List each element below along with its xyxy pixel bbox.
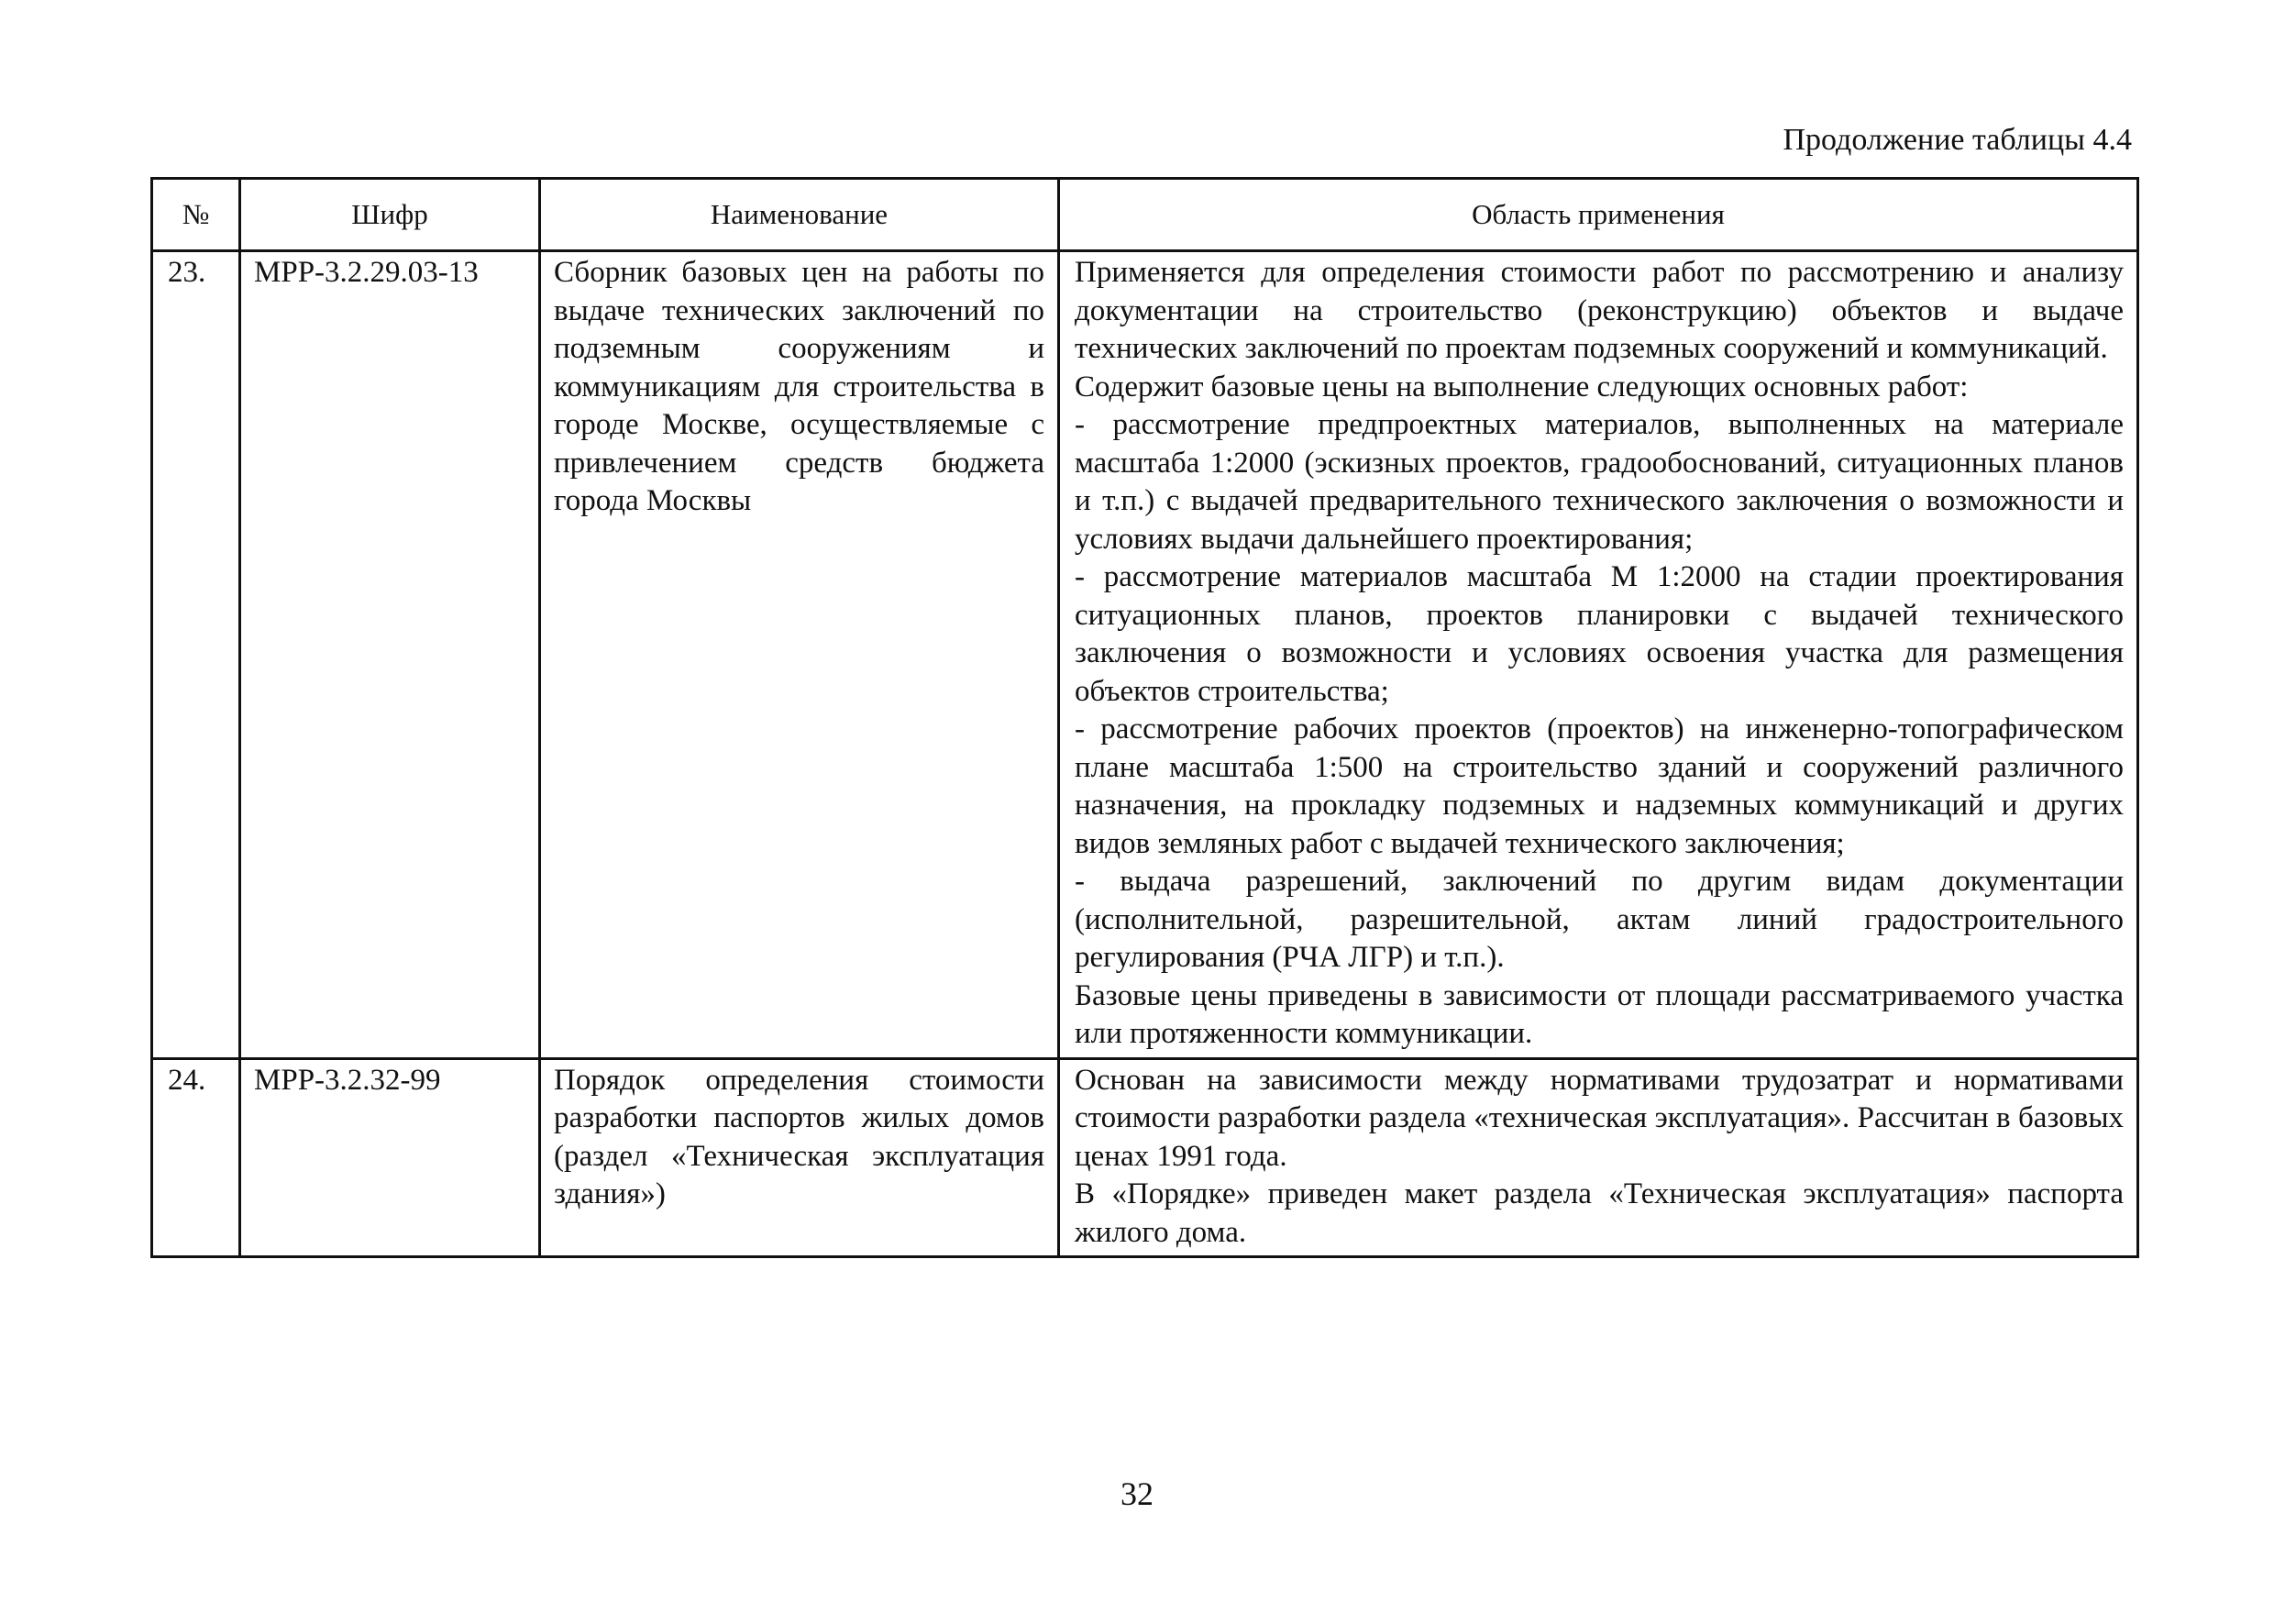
row-code: МРР-3.2.29.03-13 xyxy=(240,251,540,1059)
scope-paragraph: - рассмотрение рабочих проектов (проектов) на инженерно-топографическом плане масштаба 1:500 на строительство зданий и сооружений различного назначения, на прокладку подземных и надземных коммуникаций и других видов земляных работ с выдачей технического заключения; xyxy=(1075,713,2124,860)
row-name: Сборник базовых цен на работы по выдаче технических заключений по подземным сооружениям и коммуникациям для строительства в городе Москве, осуществляемые с привлечением средств бюджета города Москвы xyxy=(540,251,1059,1059)
header-code: Шифр xyxy=(240,179,540,251)
header-scope: Область применения xyxy=(1059,179,2138,251)
row-num: 24. xyxy=(152,1058,240,1257)
header-num: № xyxy=(152,179,240,251)
row-code: МРР-3.2.32-99 xyxy=(240,1058,540,1257)
scope-paragraph: Основан на зависимости между нормативами трудозатрат и нормативами стоимости разработки раздела «техническая эксплуатация». Рассчитан в базовых ценах 1991 года. xyxy=(1075,1063,2124,1173)
scope-paragraph: - рассмотрение материалов масштаба М 1:2000 на стадии проектирования ситуационных планов, проектов планировки с выдачей технического заключения о возможности и условиях освоения участка для размещения объектов строительства; xyxy=(1075,560,2124,708)
scope-paragraph: - рассмотрение предпроектных материалов, выполненных на материале масштаба 1:2000 (эскизных проектов, градообоснований, ситуационных планов и т.п.) с выдачей предварительного технического заключения о возможности и условиях выдачи дальнейшего проектирования; xyxy=(1075,408,2124,556)
scope-paragraph: Применяется для определения стоимости работ по рассмотрению и анализу документации на строительство (реконструкцию) объектов и выдаче технических заключений по проектам подземных сооружений и коммуникаций. xyxy=(1075,256,2124,365)
table-row xyxy=(152,251,2138,1059)
page-number: 32 xyxy=(1120,1475,1154,1512)
row-scope xyxy=(1059,1058,2138,1257)
table-caption: Продолжение таблицы 4.4 xyxy=(1783,123,2132,157)
row-num: 23. xyxy=(152,251,240,1059)
table-header-row xyxy=(152,179,2138,251)
standards-table xyxy=(150,177,2139,1258)
scope-paragraph: Базовые цены приведены в зависимости от площади рассматриваемого участка или протяженности коммуникации. xyxy=(1075,978,2124,1050)
scope-paragraph: - выдача разрешений, заключений по другим видам документации (исполнительной, разрешительной, актам линий градостроительного регулирования (РЧА ЛГР) и т.п.). xyxy=(1075,865,2124,974)
row-scope xyxy=(1059,251,2138,1059)
header-name: Наименование xyxy=(540,179,1059,251)
scope-paragraph: Содержит базовые цены на выполнение следующих основных работ: xyxy=(1075,370,1969,403)
table-row xyxy=(152,1058,2138,1257)
scope-paragraph: В «Порядке» приведен макет раздела «Техническая эксплуатация» паспорта жилого дома. xyxy=(1075,1177,2124,1249)
row-name: Порядок определения стоимости разработки паспортов жилых домов (раздел «Техническая эксплуатация здания») xyxy=(540,1058,1059,1257)
